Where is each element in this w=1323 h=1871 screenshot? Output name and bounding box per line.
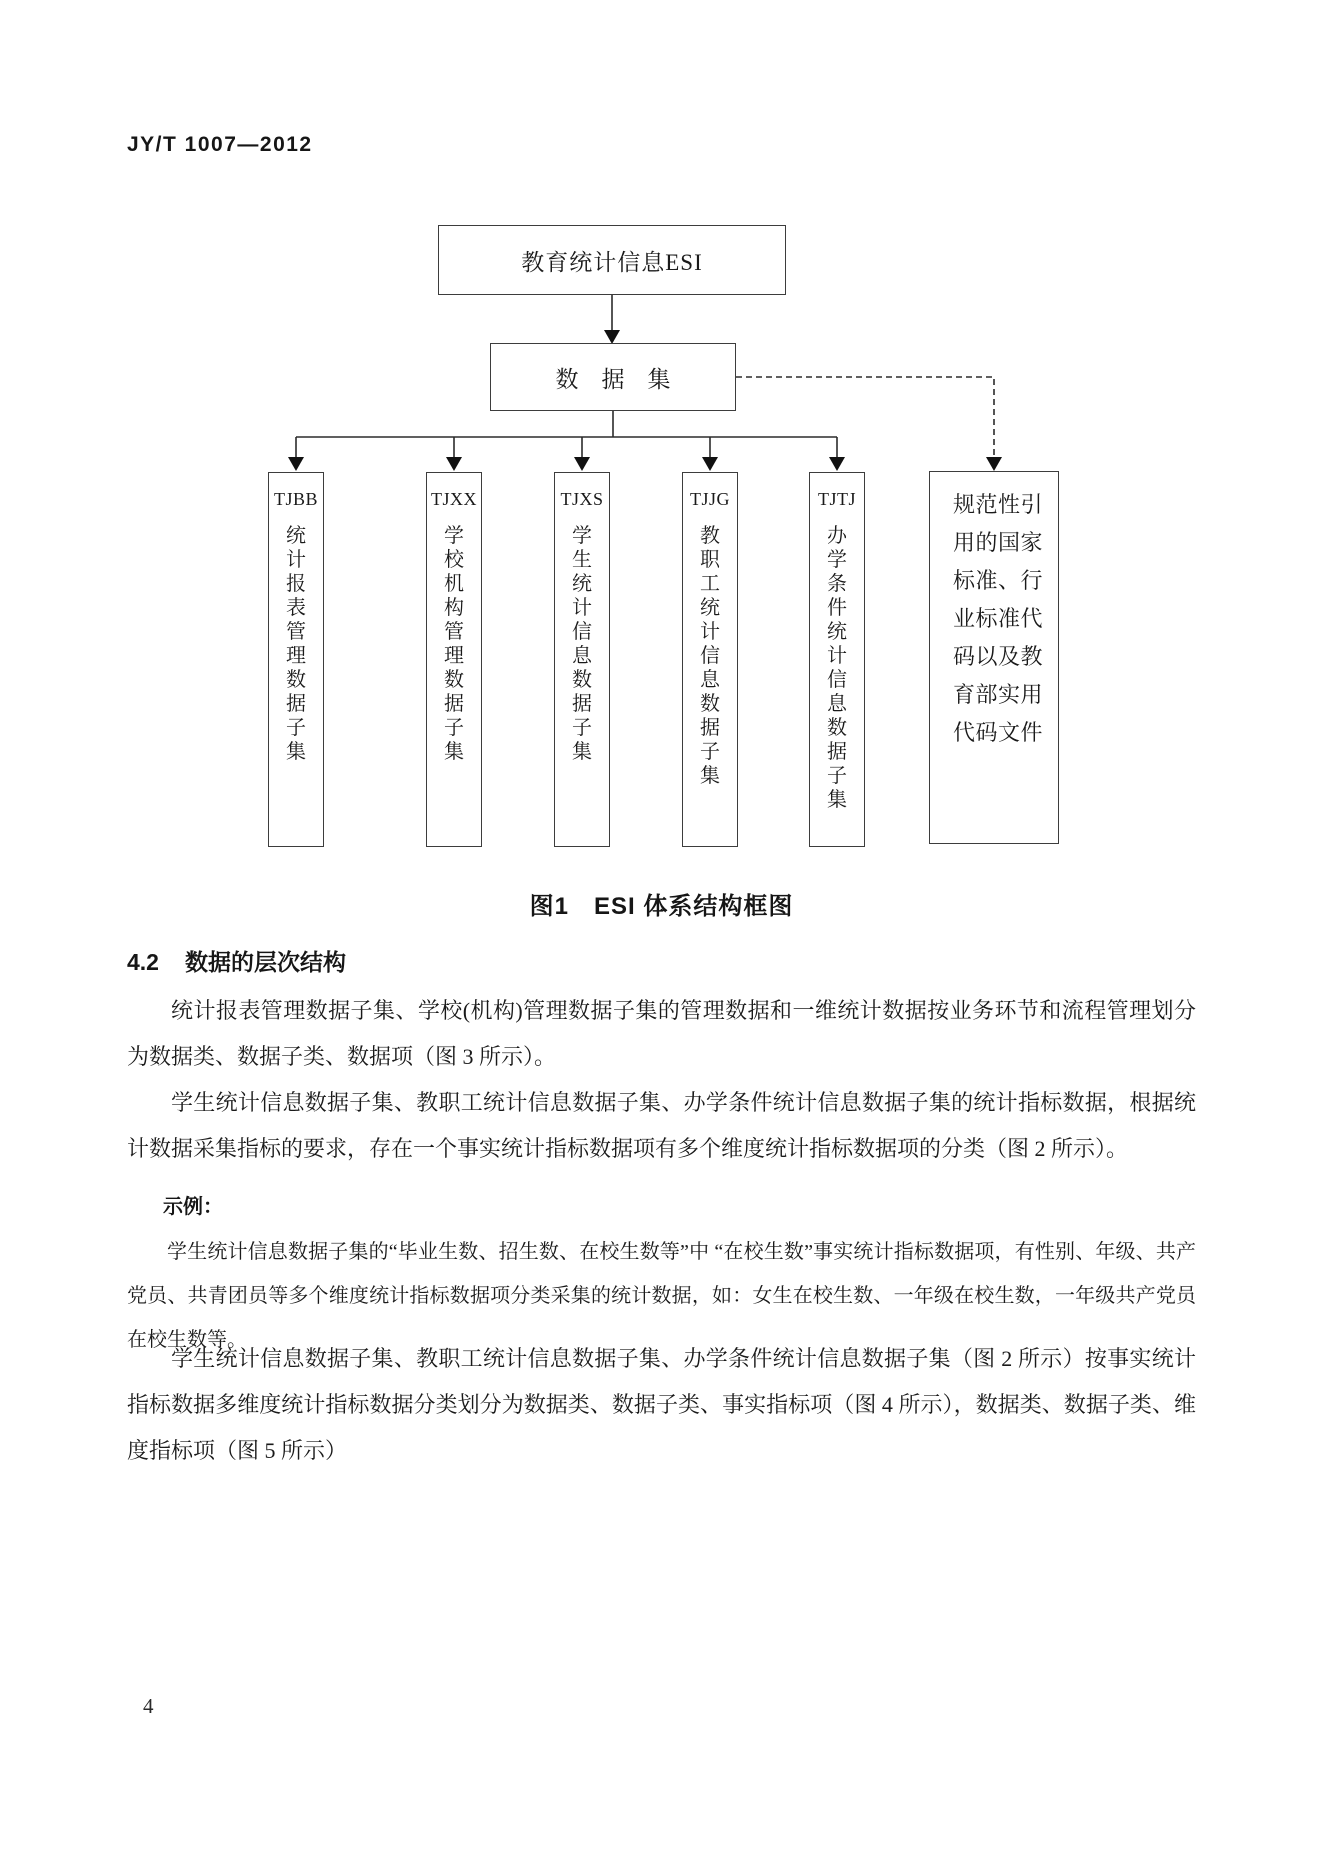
subset-name: 学生统计信息数据子集 (572, 525, 592, 763)
node-subset (268, 472, 324, 847)
paragraph: 统计报表管理数据子集、学校(机构)管理数据子集的管理数据和一维统计数据按业务环节和流程管理划分为数据类、数据子类、数据项（图 3 所示）。 (127, 998, 1196, 1069)
arrowhead (574, 457, 590, 471)
reference-line: 码以及教 (953, 644, 1044, 669)
node-subset (426, 472, 482, 847)
subset-code: TJTJ (818, 489, 856, 509)
arrowhead (702, 457, 718, 471)
subset-name: 学校机构管理数据子集 (444, 525, 464, 763)
arrowhead (604, 330, 620, 344)
node-dataset (490, 343, 736, 411)
arrowhead (288, 457, 304, 471)
arrowhead (829, 457, 845, 471)
node-label: 数 据 集 (555, 366, 671, 392)
node-subset (554, 472, 610, 847)
subset-code: TJXS (560, 489, 604, 509)
section-heading (127, 944, 346, 977)
page-number: 4 (143, 1694, 154, 1718)
subset-name: 统计报表管理数据子集 (286, 525, 306, 763)
body-text-block (127, 1336, 1196, 1474)
standard-number: JY/T 1007—2012 (127, 133, 313, 156)
arrowhead (446, 457, 462, 471)
node-reference-codes (929, 471, 1059, 844)
paragraph: 学生统计信息数据子集、教职工统计信息数据子集、办学条件统计信息数据子集的统计指标数据，根据统计数据采集指标的要求，存在一个事实统计指标数据项有多个维度统计指标数据项的分类（图 2 所示）。 (127, 1090, 1196, 1161)
section-number: 4.2 (127, 949, 159, 975)
figure-caption: 图1 ESI 体系结构框图 (529, 893, 794, 920)
reference-line: 业标准代 (953, 606, 1044, 631)
subset-code: TJJG (689, 489, 730, 509)
subset-code: TJXX (431, 489, 477, 509)
esi-structure-figure (0, 0, 1323, 900)
reference-line: 用的国家 (953, 530, 1044, 555)
subset-name: 办学条件统计信息数据子集 (827, 525, 847, 811)
node-esi-root (438, 225, 786, 295)
reference-line: 标准、行 (953, 568, 1044, 593)
section-title: 数据的层次结构 (184, 949, 346, 975)
example-text: 学生统计信息数据子集的“毕业生数、招生数、在校生数等”中 “在校生数”事实统计指标数据项，有性别、年级、共产党员、共青团员等多个维度统计指标数据项分类采集的统计数据，如：女生在校生数、一年级在校生数，一年级共产党员在校生数等。 (127, 1241, 1196, 1351)
subset-code: TJBB (273, 489, 318, 509)
dashed-reference-link (736, 377, 994, 458)
node-subset (809, 472, 865, 847)
node-subset (682, 472, 738, 847)
reference-line: 代码文件 (953, 720, 1044, 745)
subset-name: 教职工统计信息数据子集 (700, 525, 720, 787)
connector-lines (0, 0, 1323, 900)
paragraph: 学生统计信息数据子集、教职工统计信息数据子集、办学条件统计信息数据子集（图 2 所示）按事实统计指标数据多维度统计指标数据分类划分为数据类、数据子类、事实指标项（图 4 所示），数据类、数据子类、维度指标项（图 5 所示） (127, 1346, 1196, 1463)
arrowhead (986, 457, 1002, 471)
node-label: 教育统计信息ESI (521, 249, 703, 275)
reference-line: 规范性引 (953, 492, 1044, 517)
reference-line: 育部实用 (953, 682, 1044, 707)
body-text-block (127, 988, 1196, 1172)
example-label: 示例： (163, 1196, 223, 1218)
